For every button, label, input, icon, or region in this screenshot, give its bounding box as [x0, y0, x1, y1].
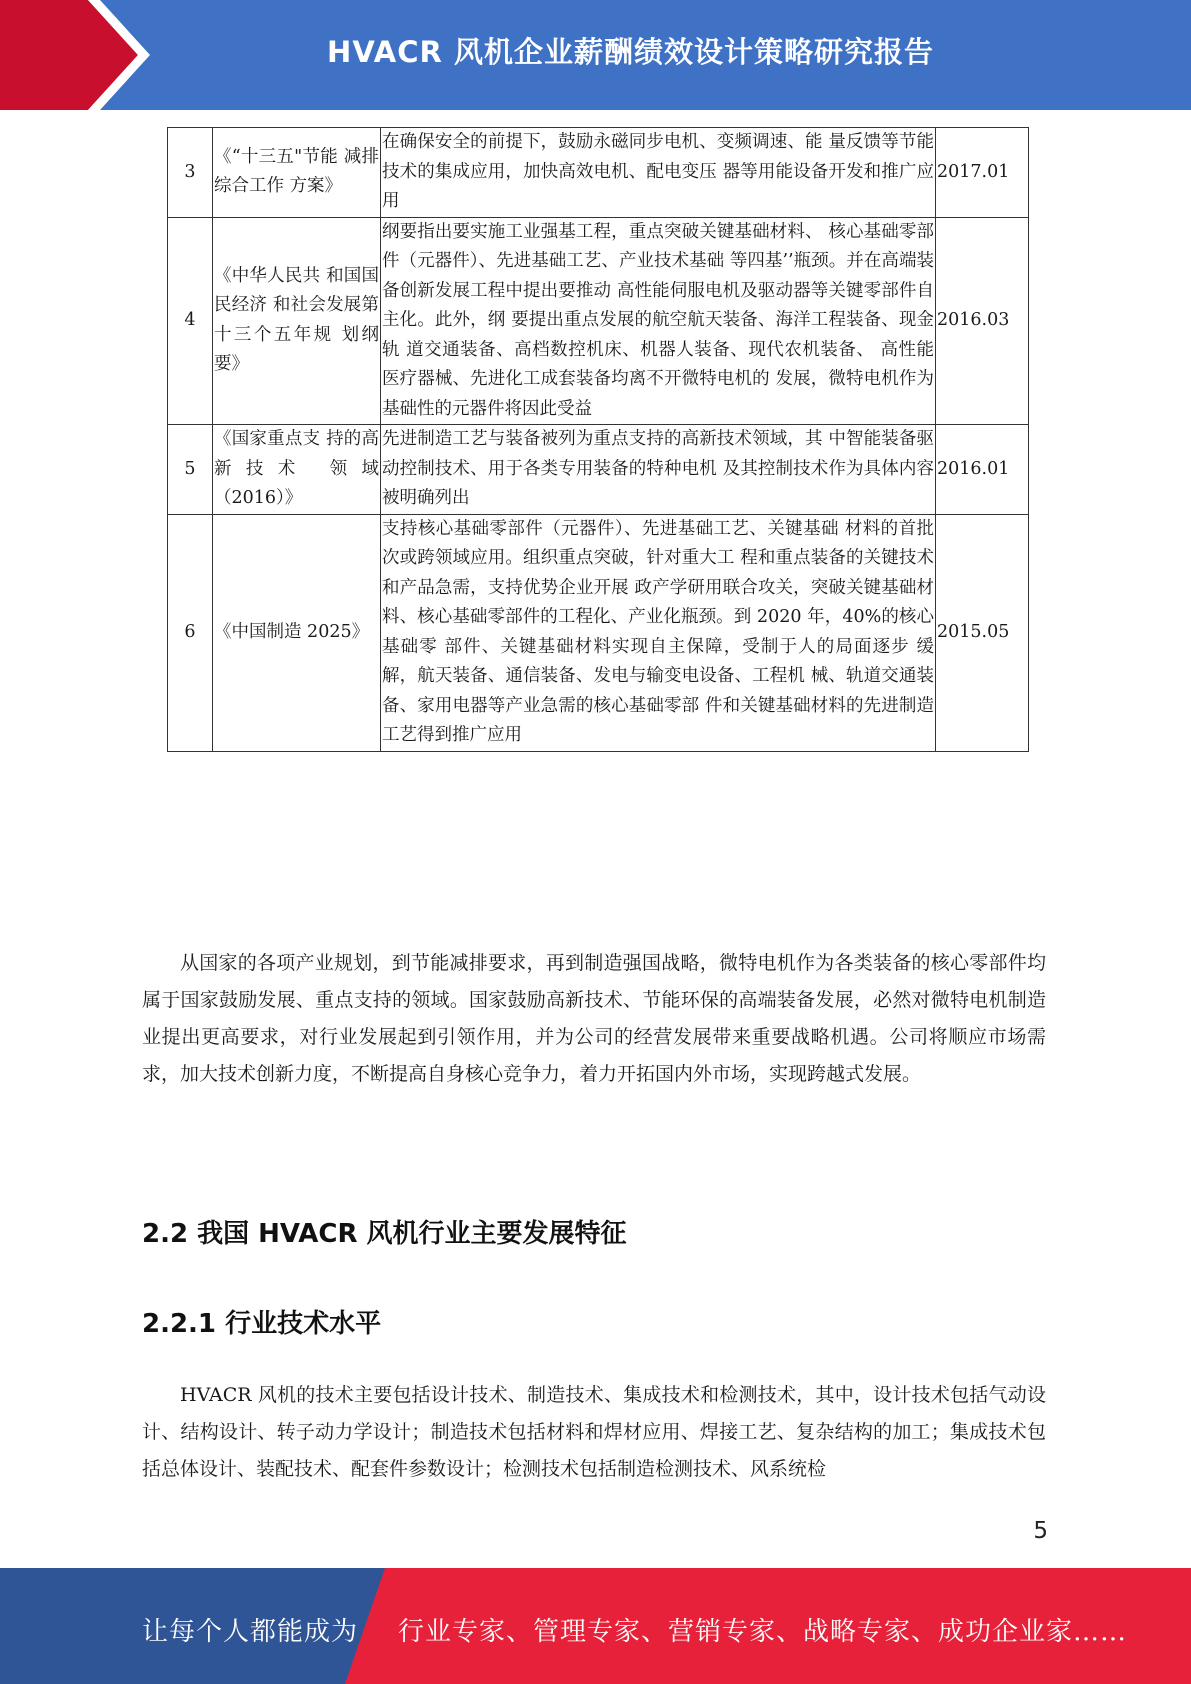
policy-content: 先进制造工艺与装备被列为重点支持的高新技术领域，其 中智能装备驱动控制技术、用于各类专用装备的特种电机 及其控制技术作为具体内容被明确列出	[381, 425, 936, 515]
summary-paragraph: 从国家的各项产业规划，到节能减排要求，再到制造强国战略，微特电机作为各类装备的核心零部件均属于国家鼓励发展、重点支持的领域。国家鼓励高新技术、节能环保的高端装备发展，必然对微特电机制造业提出更高要求，对行业发展起到引领作用，并为公司的经营发展带来重要战略机遇。公司将顺应市场需求，加大技术创新力度，不断提高自身核心竞争力，着力开拓国内外市场，实现跨越式发展。	[142, 952, 1046, 1085]
policy-date: 2016.03	[936, 217, 1029, 425]
page-header	[0, 0, 1191, 110]
row-number: 6	[168, 514, 213, 751]
row-number: 3	[168, 128, 213, 218]
section-heading-2-2: 2.2 我国 HVACR 风机行业主要发展特征	[142, 1219, 627, 1249]
report-title: HVACR 风机企业薪酬绩效设计策略研究报告	[327, 35, 934, 69]
page-footer	[0, 1568, 1191, 1684]
policy-content: 纲要指出要实施工业强基工程，重点突破关键基础材料、 核心基础零部件（元器件）、先进基础工艺、产业技术基础 等四基’’瓶颈。并在高端装备创新发展工程中提出要推动 高性能伺服电机及驱动器等关键零部件自主化。此外，纲 要提出重点发展的航空航天装备、海洋工程装备、现金轨 道交通装备、高档数控机床、机器人装备、现代农机装备、 高性能医疗器械、先进化工成套装备均离不开微特电机的 发展，微特电机作为基础性的元器件将因此受益	[381, 217, 936, 425]
policy-name: 《“十三五"节能 减排综合工作 方案》	[213, 128, 381, 218]
table-row	[168, 217, 1029, 425]
policy-name: 《中华人民共 和国国民经济 和社会发展第 十三个五年规 划纲要》	[213, 217, 381, 425]
policy-date: 2017.01	[936, 128, 1029, 218]
table-row	[168, 128, 1029, 218]
row-number: 4	[168, 217, 213, 425]
policy-date: 2016.01	[936, 425, 1029, 515]
technology-paragraph: HVACR 风机的技术主要包括设计技术、制造技术、集成技术和检测技术，其中，设计技术包括气动设计、结构设计、转子动力学设计；制造技术包括材料和焊材应用、焊接工艺、复杂结构的加工；集成技术包括总体设计、装配技术、配套件参数设计；检测技术包括制造检测技术、风系统检	[142, 1384, 1046, 1480]
footer-slogan-right: 行业专家、管理专家、营销专家、战略专家、成功企业家……	[398, 1617, 1128, 1647]
footer-slogan-left: 让每个人都能成为	[142, 1617, 359, 1647]
policy-content: 支持核心基础零部件（元器件）、先进基础工艺、关键基础 材料的首批次或跨领域应用。组织重点突破，针对重大工 程和重点装备的关键技术和产品急需，支持优势企业开展 政产学研用联合攻关，突破关键基础材料、核心基础零部件的工程化、产业化瓶颈。到 2020 年，40%的核心基础零 部件、关键基础材料实现自主保障，受制于人的局面逐步 缓解，航天装备、通信装备、发电与输变电设备、工程机 械、轨道交通装备、家用电器等产业急需的核心基础零部 件和关键基础材料的先进制造工艺得到推广应用	[381, 514, 936, 751]
page-number: 5	[1033, 1518, 1048, 1544]
section-heading-2-2-1: 2.2.1 行业技术水平	[142, 1309, 382, 1339]
policy-table	[167, 127, 1029, 752]
row-number: 5	[168, 425, 213, 515]
policy-date: 2015.05	[936, 514, 1029, 751]
policy-content: 在确保安全的前提下，鼓励永磁同步电机、变频调速、能 量反馈等节能技术的集成应用，加快高效电机、配电变压 器等用能设备开发和推广应用	[381, 128, 936, 218]
policy-name: 《国家重点支 持的高新技术 领域（2016）》	[213, 425, 381, 515]
table-row	[168, 425, 1029, 515]
policy-name: 《中国制造 2025》	[213, 514, 381, 751]
table-row	[168, 514, 1029, 751]
